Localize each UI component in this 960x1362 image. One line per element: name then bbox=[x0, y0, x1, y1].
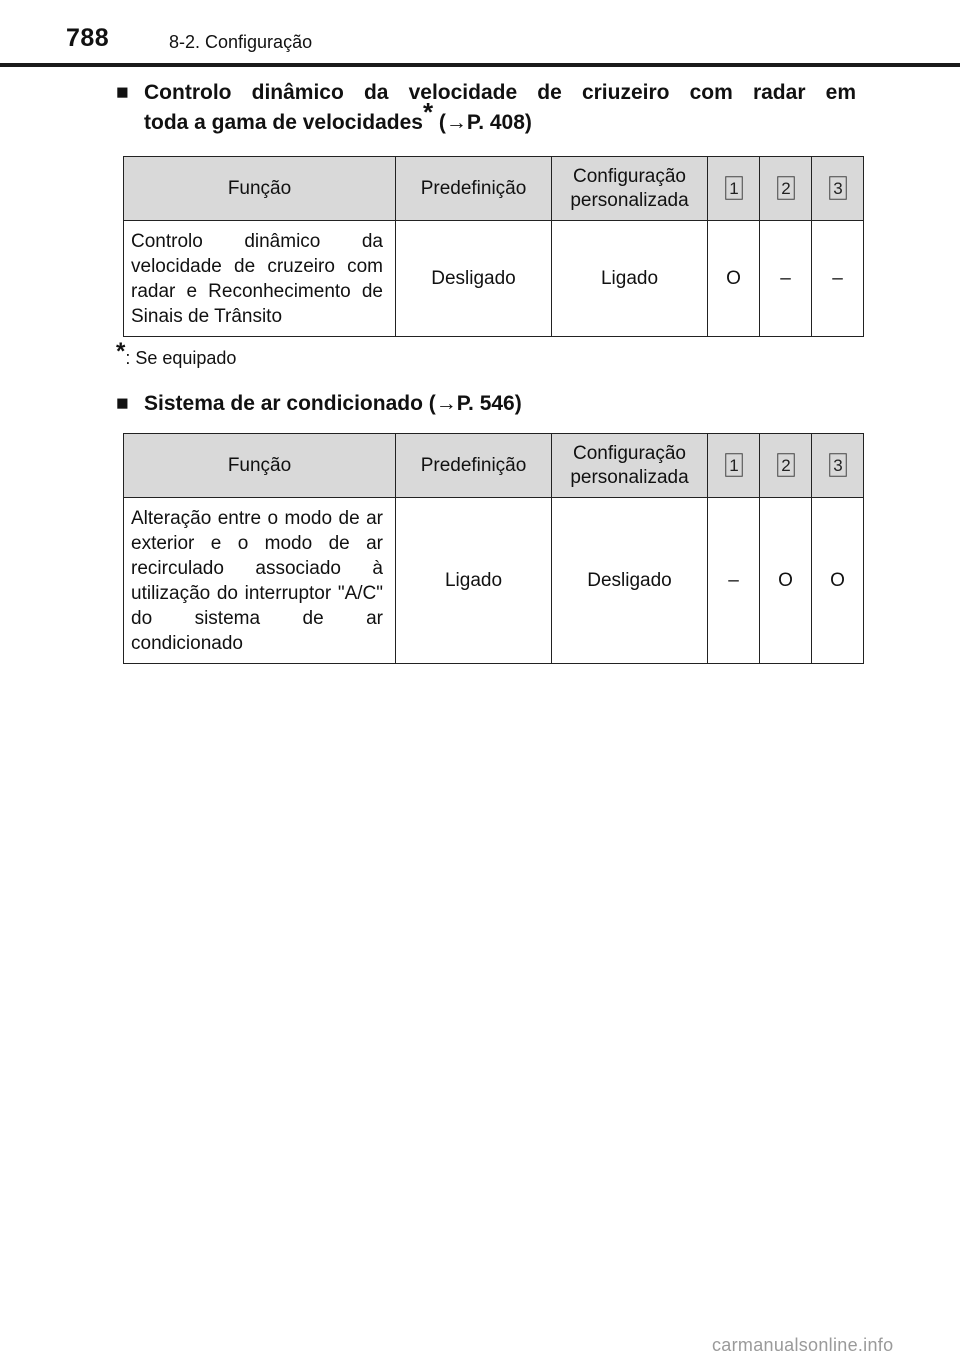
cell-col-1: O bbox=[708, 221, 760, 337]
cell-col-3: – bbox=[812, 221, 864, 337]
svg-text:2: 2 bbox=[780, 179, 791, 199]
cell-custom: Desligado bbox=[552, 498, 708, 664]
table-row bbox=[124, 221, 864, 337]
arrow-right-icon: → bbox=[445, 111, 467, 134]
page-header bbox=[0, 0, 960, 70]
cell-col-3: O bbox=[812, 498, 864, 664]
column-header-1 bbox=[708, 157, 760, 221]
heading-text bbox=[144, 389, 856, 419]
cell-function: Alteração entre o modo de ar exterior e o modo de ar recirculado associado à utilização do interruptor "A/C" do sistema de ar condicionado bbox=[124, 498, 396, 664]
number-1-icon bbox=[725, 176, 743, 200]
table-row bbox=[124, 498, 864, 664]
svg-text:1: 1 bbox=[728, 456, 739, 476]
arrow-right-icon: → bbox=[435, 392, 457, 415]
column-header-3 bbox=[812, 434, 864, 498]
square-bullet-icon: ■ bbox=[116, 392, 129, 415]
cell-col-1: – bbox=[708, 498, 760, 664]
reference-open: ( bbox=[433, 111, 446, 134]
number-3-icon bbox=[829, 453, 847, 477]
cell-default: Desligado bbox=[396, 221, 552, 337]
cell-default: Ligado bbox=[396, 498, 552, 664]
cell-col-2: – bbox=[760, 221, 812, 337]
column-header-2 bbox=[760, 157, 812, 221]
cell-function: Controlo dinâmico da velocidade de cruzeiro com radar e Reconhecimento de Sinais de Trânsito bbox=[124, 221, 396, 337]
cell-custom: Ligado bbox=[552, 221, 708, 337]
page-reference: P. 408) bbox=[466, 111, 532, 134]
svg-text:3: 3 bbox=[832, 179, 843, 199]
column-header-2 bbox=[760, 434, 812, 498]
column-header-function: Função bbox=[124, 434, 396, 498]
svg-text:1: 1 bbox=[728, 179, 739, 199]
column-header-function: Função bbox=[124, 157, 396, 221]
number-2-icon bbox=[777, 176, 795, 200]
footnote-text: : Se equipado bbox=[125, 348, 237, 368]
header-rule bbox=[0, 63, 960, 67]
svg-text:2: 2 bbox=[780, 456, 791, 476]
page-reference: P. 546) bbox=[456, 392, 522, 415]
cell-col-2: O bbox=[760, 498, 812, 664]
column-header-3 bbox=[812, 157, 864, 221]
column-header-default: Predefinição bbox=[396, 157, 552, 221]
section-heading-air-conditioning bbox=[116, 389, 856, 419]
number-3-icon bbox=[829, 176, 847, 200]
column-header-1 bbox=[708, 434, 760, 498]
settings-table-air-conditioning bbox=[123, 433, 864, 664]
table-header-row bbox=[124, 434, 864, 498]
heading-text bbox=[144, 78, 856, 138]
heading-title: Sistema de ar condicionado ( bbox=[144, 392, 436, 415]
table-header-row bbox=[124, 157, 864, 221]
section-label: 8-2. Configuração bbox=[169, 32, 313, 52]
number-2-icon bbox=[777, 453, 795, 477]
asterisk-mark: * bbox=[422, 97, 434, 127]
square-bullet-icon: ■ bbox=[116, 81, 129, 104]
asterisk-mark: * bbox=[116, 338, 126, 365]
column-header-default: Predefinição bbox=[396, 434, 552, 498]
settings-table-cruise-control bbox=[123, 156, 864, 337]
heading-line-2: toda a gama de velocidades bbox=[144, 111, 423, 134]
number-1-icon bbox=[725, 453, 743, 477]
heading-line-1: Controlo dinâmico da velocidade de criuzeiro com radar em bbox=[144, 81, 856, 104]
svg-text:3: 3 bbox=[832, 456, 843, 476]
section-heading-cruise-control bbox=[116, 78, 856, 138]
footnote bbox=[116, 338, 237, 369]
column-header-custom: Configuração personalizada bbox=[552, 157, 708, 221]
page-number: 788 bbox=[66, 24, 110, 52]
column-header-custom: Configuração personalizada bbox=[552, 434, 708, 498]
watermark: carmanualsonline.info bbox=[712, 1335, 894, 1355]
